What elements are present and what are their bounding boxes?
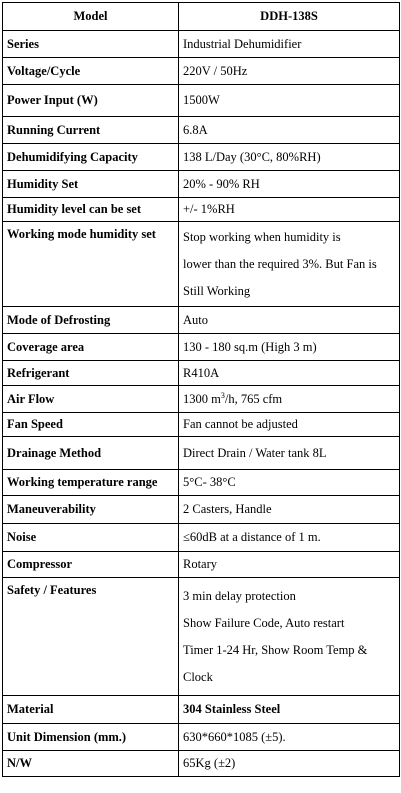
row-value-line: Still Working bbox=[183, 283, 251, 298]
airflow-superscript: 3 bbox=[220, 390, 225, 400]
table-row bbox=[3, 724, 400, 751]
table-row bbox=[3, 58, 400, 85]
row-value bbox=[179, 386, 400, 413]
table-row bbox=[3, 361, 400, 386]
row-value-line: Stop working when humidity is bbox=[183, 229, 341, 244]
table-row bbox=[3, 171, 400, 198]
table-row bbox=[3, 696, 400, 724]
row-value bbox=[179, 222, 400, 307]
row-label: Noise bbox=[3, 524, 179, 552]
spec-table bbox=[2, 2, 400, 777]
row-value: R410A bbox=[179, 361, 400, 386]
row-value: 20% - 90% RH bbox=[179, 171, 400, 198]
row-label: Maneuverability bbox=[3, 496, 179, 524]
table-row bbox=[3, 470, 400, 496]
row-value-line: Show Failure Code, Auto restart bbox=[183, 615, 345, 630]
row-label: Compressor bbox=[3, 552, 179, 578]
row-value-line: 3 min delay protection bbox=[183, 588, 296, 603]
table-row bbox=[3, 222, 400, 307]
row-label: Humidity Set bbox=[3, 171, 179, 198]
table-row bbox=[3, 85, 400, 117]
row-value-line: lower than the required 3%. But Fan is bbox=[183, 256, 377, 271]
row-value: 2 Casters, Handle bbox=[179, 496, 400, 524]
row-label: Series bbox=[3, 31, 179, 58]
table-row bbox=[3, 496, 400, 524]
row-label: Safety / Features bbox=[3, 578, 179, 696]
row-label: Running Current bbox=[3, 117, 179, 144]
header-model-value: DDH-138S bbox=[179, 3, 400, 31]
row-value: Auto bbox=[179, 307, 400, 334]
row-label: Mode of Defrosting bbox=[3, 307, 179, 334]
row-value-line: Timer 1-24 Hr, Show Room Temp & bbox=[183, 642, 368, 657]
table-row bbox=[3, 578, 400, 696]
row-label: Drainage Method bbox=[3, 437, 179, 470]
table-row bbox=[3, 751, 400, 777]
row-label: Air Flow bbox=[3, 386, 179, 413]
row-value: 630*660*1085 (±5). bbox=[179, 724, 400, 751]
row-value bbox=[179, 578, 400, 696]
row-value-line: Clock bbox=[183, 669, 213, 684]
row-label: Coverage area bbox=[3, 334, 179, 361]
table-row bbox=[3, 552, 400, 578]
table-header-row bbox=[3, 3, 400, 31]
row-label: Fan Speed bbox=[3, 413, 179, 437]
row-value: 138 L/Day (30°C, 80%RH) bbox=[179, 144, 400, 171]
row-value: 65Kg (±2) bbox=[179, 751, 400, 777]
row-value: 1500W bbox=[179, 85, 400, 117]
row-value: 6.8A bbox=[179, 117, 400, 144]
table-row bbox=[3, 413, 400, 437]
row-label: Humidity level can be set bbox=[3, 198, 179, 222]
table-row bbox=[3, 307, 400, 334]
row-label: N/W bbox=[3, 751, 179, 777]
airflow-value: 1300 m bbox=[183, 391, 221, 406]
header-model-label: Model bbox=[3, 3, 179, 31]
row-label: Voltage/Cycle bbox=[3, 58, 179, 85]
row-label: Material bbox=[3, 696, 179, 724]
row-value: Direct Drain / Water tank 8L bbox=[179, 437, 400, 470]
row-value: Rotary bbox=[179, 552, 400, 578]
table-row bbox=[3, 334, 400, 361]
row-label: Working mode humidity set bbox=[3, 222, 179, 307]
table-row bbox=[3, 117, 400, 144]
table-row bbox=[3, 386, 400, 413]
table-row bbox=[3, 524, 400, 552]
airflow-value-suffix: /h, 765 cfm bbox=[224, 391, 283, 406]
row-value: 304 Stainless Steel bbox=[179, 696, 400, 724]
row-value: ≤60dB at a distance of 1 m. bbox=[179, 524, 400, 552]
table-row bbox=[3, 31, 400, 58]
table-row bbox=[3, 144, 400, 171]
row-value: Fan cannot be adjusted bbox=[179, 413, 400, 437]
row-value: 130 - 180 sq.m (High 3 m) bbox=[179, 334, 400, 361]
row-value: 220V / 50Hz bbox=[179, 58, 400, 85]
table-row bbox=[3, 437, 400, 470]
row-label: Working temperature range bbox=[3, 470, 179, 496]
row-label: Refrigerant bbox=[3, 361, 179, 386]
row-label: Dehumidifying Capacity bbox=[3, 144, 179, 171]
row-value: 5°C- 38°C bbox=[179, 470, 400, 496]
row-value: +/- 1%RH bbox=[179, 198, 400, 222]
row-label: Unit Dimension (mm.) bbox=[3, 724, 179, 751]
table-row bbox=[3, 198, 400, 222]
row-label: Power Input (W) bbox=[3, 85, 179, 117]
row-value: Industrial Dehumidifier bbox=[179, 31, 400, 58]
